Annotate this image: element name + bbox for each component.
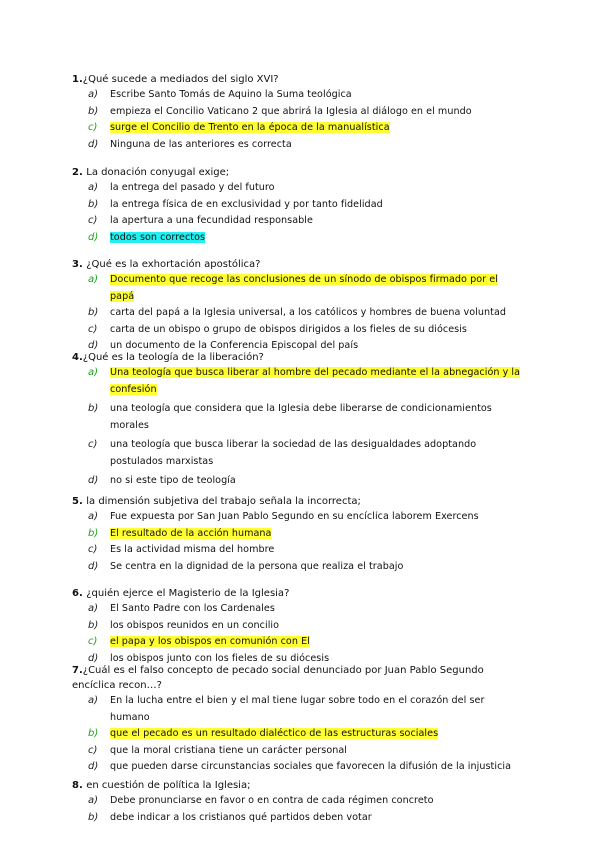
question-text: ¿Qué es la teología de la liberación? <box>82 352 264 363</box>
option-text: una teología que considera que la Iglesia debe liberarse de condicionamientos <box>110 403 492 414</box>
option-text: Escribe Santo Tomás de Aquino la Suma teológica <box>110 89 352 100</box>
option-a <box>72 87 572 104</box>
option-marker: d) <box>88 138 99 150</box>
question-text: la dimensión subjetiva del trabajo señala la incorrecta; <box>86 496 361 507</box>
option-text: que pueden darse circunstancias sociales que favorecen la difusión de la injusticia <box>110 761 512 772</box>
question-4 <box>72 350 572 490</box>
option-a-correct <box>72 272 572 305</box>
option-a <box>72 793 572 810</box>
option-marker: a) <box>88 367 99 378</box>
option-marker: b) <box>88 105 99 117</box>
option-a <box>72 180 572 197</box>
option-marker: b) <box>88 619 99 631</box>
option-marker: b) <box>88 198 99 210</box>
option-marker: d) <box>88 560 99 572</box>
highlighted-answer-cont: confesión <box>110 383 157 395</box>
question-title: 3. ¿Qué es la exhortación apostólica? <box>72 259 261 270</box>
option-b <box>72 305 572 322</box>
option-text: la apertura a una fecundidad responsable <box>110 215 313 226</box>
option-d-correct <box>72 230 572 247</box>
highlighted-answer: surge el Concilio de Trento en la época de la manualística <box>110 122 390 133</box>
option-marker: a) <box>88 695 99 706</box>
option-b <box>72 810 572 827</box>
option-marker: a) <box>88 274 99 285</box>
option-marker: c) <box>88 636 98 647</box>
option-marker: a) <box>88 603 99 614</box>
option-marker: d) <box>88 475 99 486</box>
question-3 <box>72 257 572 355</box>
question-text: La donación conyugal exige; <box>86 167 230 178</box>
option-marker: c) <box>88 122 98 133</box>
option-text: que la moral cristiana tiene un carácter personal <box>110 744 348 756</box>
question-1 <box>72 72 572 153</box>
highlighted-answer: Una teología que busca liberar al hombre del pecado mediante el la abnegación y la <box>110 367 521 378</box>
option-marker: c) <box>88 744 98 756</box>
question-5 <box>72 494 572 575</box>
question-7 <box>72 663 572 776</box>
option-marker: d) <box>88 231 99 243</box>
option-marker: b) <box>88 403 99 414</box>
option-b <box>72 104 572 121</box>
question-text: ¿quién ejerce el Magisterio de la Iglesia? <box>86 588 290 599</box>
option-d <box>72 759 572 776</box>
option-c-correct <box>72 120 572 137</box>
option-marker: a) <box>88 511 99 522</box>
option-c <box>72 437 572 470</box>
option-text: empieza el Concilio Vaticano 2 que abrirá la Iglesia al diálogo en el mundo <box>110 105 472 117</box>
option-marker: d) <box>88 652 99 664</box>
option-c-correct <box>72 634 572 651</box>
option-text: En la lucha entre el bien y el mal tiene lugar sobre todo en el corazón del ser <box>110 695 485 706</box>
option-text-cont: morales <box>110 419 149 431</box>
option-text: la entrega física de en exclusividad y por tanto fidelidad <box>110 198 383 210</box>
highlighted-answer: Documento que recoge las conclusiones de un sínodo de obispos firmado por el <box>110 274 498 285</box>
option-b <box>72 197 572 214</box>
question-text: ¿Cuál es el falso concepto de pecado social denunciado por Juan Pablo Segundo <box>82 665 484 676</box>
option-marker: c) <box>88 544 98 555</box>
option-text: Debe pronunciarse en favor o en contra de cada régimen concreto <box>110 795 434 806</box>
option-text: la entrega del pasado y del futuro <box>110 182 275 193</box>
option-a <box>72 601 572 618</box>
option-text: Es la actividad misma del hombre <box>110 544 275 555</box>
option-marker: b) <box>88 307 99 318</box>
question-title: 7.¿Cuál es el falso concepto de pecado social denunciado por Juan Pablo Segundo encíclica recon…? <box>72 665 484 691</box>
option-text-cont: postulados marxistas <box>110 455 214 467</box>
option-a <box>72 509 572 526</box>
option-marker: b) <box>88 527 99 539</box>
option-text: una teología que busca liberar la sociedad de las desigualdades adoptando <box>110 439 477 450</box>
option-text-cont: humano <box>110 711 150 723</box>
question-title: 2. La donación conyugal exige; <box>72 167 230 178</box>
option-text: Fue expuesta por San Juan Pablo Segundo en su encíclica laborem Exercens <box>110 511 479 522</box>
option-text: Se centra en la dignidad de la persona que realiza el trabajo <box>110 560 404 572</box>
option-text: un documento de la Conferencia Episcopal del país <box>110 340 359 351</box>
option-text: los obispos junto con los fieles de su diócesis <box>110 652 330 664</box>
option-d <box>72 137 572 154</box>
question-text: en cuestión de política la Iglesia; <box>86 780 251 791</box>
option-b-correct <box>72 726 572 743</box>
option-marker: a) <box>88 89 99 100</box>
question-6 <box>72 586 572 667</box>
option-marker: a) <box>88 182 99 193</box>
option-marker: b) <box>88 811 99 823</box>
highlighted-answer-cont: papá <box>110 290 135 302</box>
question-8 <box>72 778 572 826</box>
question-title: 4.¿Qué es la teología de la liberación? <box>72 352 264 363</box>
question-text: ¿Qué es la exhortación apostólica? <box>86 259 261 270</box>
option-text: carta del papá a la Iglesia universal, a los católicos y hombres de buena voluntad <box>110 307 507 318</box>
option-marker: d) <box>88 340 99 351</box>
question-text-cont: encíclica recon…? <box>72 680 162 691</box>
question-text: ¿Qué sucede a mediados del siglo XVI? <box>82 74 279 85</box>
question-title: 1.¿Qué sucede a mediados del siglo XVI? <box>72 74 279 85</box>
option-b <box>72 618 572 635</box>
question-title: 5. la dimensión subjetiva del trabajo señala la incorrecta; <box>72 496 361 507</box>
option-a-correct <box>72 365 572 398</box>
option-c <box>72 542 572 559</box>
option-text: los obispos reunidos en un concilio <box>110 619 280 631</box>
option-b-correct <box>72 526 572 543</box>
option-marker: b) <box>88 728 99 739</box>
question-title: 8. en cuestión de política la Iglesia; <box>72 780 251 791</box>
option-b <box>72 401 572 434</box>
option-d <box>72 559 572 576</box>
option-c <box>72 322 572 339</box>
highlighted-answer: que el pecado es un resultado dialéctico de las estructuras sociales <box>110 728 439 739</box>
option-marker: c) <box>88 439 98 450</box>
highlighted-answer: El resultado de la acción humana <box>110 527 272 539</box>
option-d <box>72 473 572 490</box>
option-marker: c) <box>88 323 98 335</box>
option-text: El Santo Padre con los Cardenales <box>110 603 275 614</box>
option-text: debe indicar a los cristianos qué partidos deben votar <box>110 811 372 823</box>
highlighted-answer: el papa y los obispos en comunión con El <box>110 636 310 647</box>
option-text: no si este tipo de teología <box>110 475 236 486</box>
option-c <box>72 743 572 760</box>
highlighted-answer: todos son correctos <box>110 231 206 243</box>
question-title: 6. ¿quién ejerce el Magisterio de la Iglesia? <box>72 588 290 599</box>
option-marker: d) <box>88 761 99 772</box>
option-text: Ninguna de las anteriores es correcta <box>110 138 292 150</box>
option-text: carta de un obispo o grupo de obispos dirigidos a los fieles de su diócesis <box>110 323 467 335</box>
question-2 <box>72 165 572 246</box>
option-a <box>72 693 572 726</box>
option-c <box>72 213 572 230</box>
option-marker: a) <box>88 795 99 806</box>
option-marker: c) <box>88 215 98 226</box>
